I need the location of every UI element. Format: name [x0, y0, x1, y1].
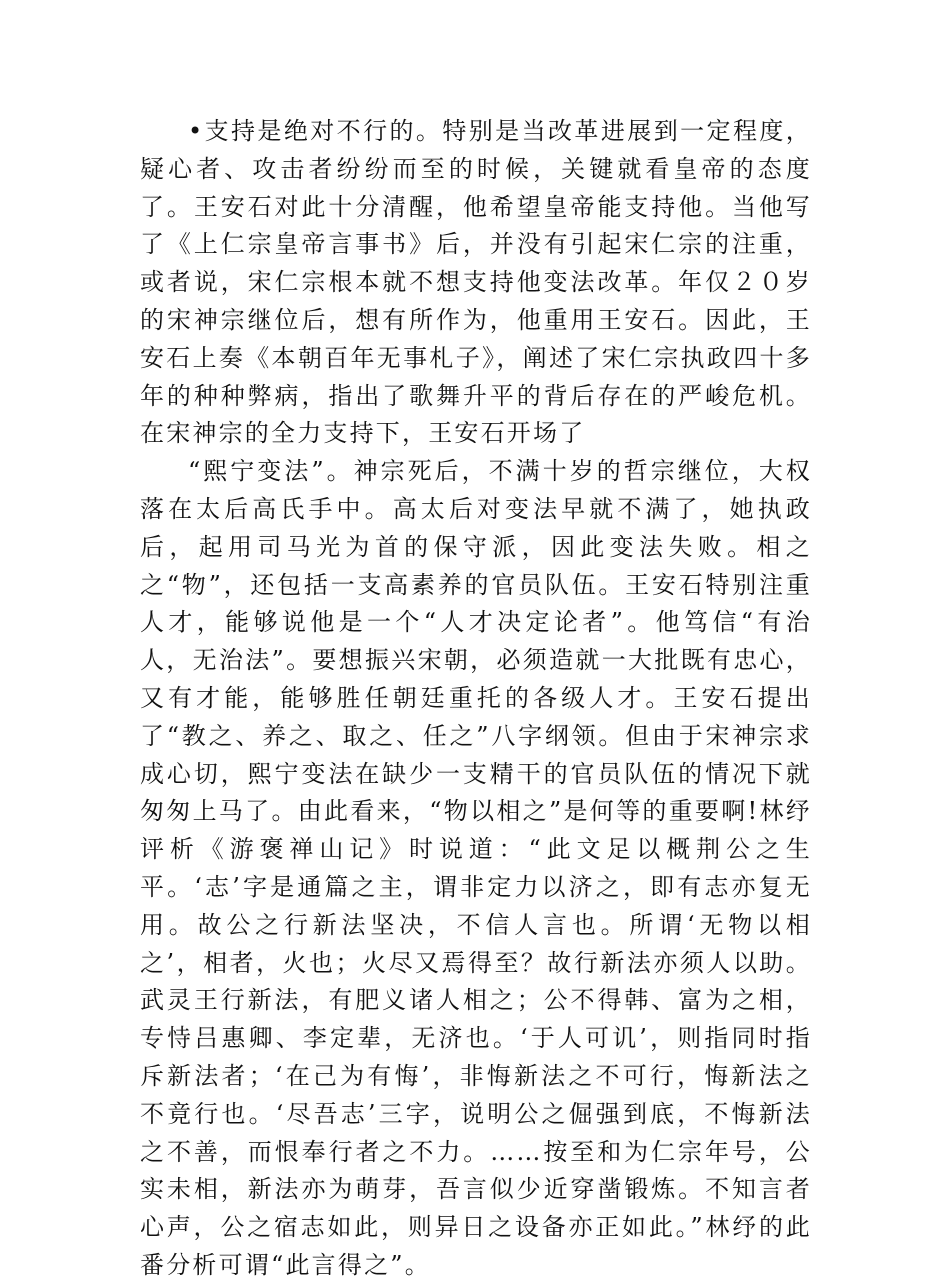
document-body — [140, 113, 812, 1285]
paragraph-2: “熙宁变法”。神宗死后，不满十岁的哲宗继位，大权落在太后高氏手中。高太后对变法早就不满了，她执政后，起用司马光为首的保守派，因此变法失败。相之之“物”，还包括一支高素养的官员队伍。王安石特别注重人才，能够说他是一个“人才决定论者”。他笃信“有治人，无治法”。要想振兴宋朝，必须造就一大批既有忠心，又有才能，能够胜任朝廷重托的各级人才。王安石提出了“教之、养之、取之、任之”八字纲领。但由于宋神宗求成心切，熙宁变法在缺少一支精干的官员队伍的情况下就匆匆上马了。由此看来，“物以相之”是何等的重要啊!林纾评析《游褒禅山记》时说道：“此文足以概荆公之生平。‘志’字是通篇之主，谓非定力以济之，即有志亦复无用。故公之行新法坚决，不信人言也。所谓‘无物以相之’，相者，火也；火尽又焉得至？故行新法亦须人以助。武灵王行新法，有肥义诸人相之；公不得韩、富为之相，专恃吕惠卿、李定辈，无济也。‘于人可讥’，则指同时指斥新法者；‘在己为有悔’，非悔新法之不可行，悔新法之不竟行也。‘尽吾志’三字，说明公之倔强到底，不悔新法之不善，而恨奉行者之不力。……按至和为仁宗年号，公实未相，新法亦为萌芽，吾言似少近穿凿锻炼。不知言者心声，公之宿志如此，则异日之设备亦正如此。”林纾的此番分析可谓“此言得之”。 — [140, 457, 812, 1279]
paragraph-1: •支持是绝对不行的。特别是当改革进展到一定程度，疑心者、攻击者纷纷而至的时候，关键就看皇帝的态度了。王安石对此十分清醒，他希望皇帝能支持他。当他写了《上仁宗皇帝言事书》后，并没有引起宋仁宗的注重，或者说，宋仁宗根本就不想支持他变法改革。年仅２０岁的宋神宗继位后，想有所作为，他重用王安石。因此，王安石上奏《本朝百年无事札子》，阐述了宋仁宗执政四十多年的种种弊病，指出了歌舞升平的背后存在的严峻危机。在宋神宗的全力支持下，王安石开场了 — [140, 117, 812, 448]
